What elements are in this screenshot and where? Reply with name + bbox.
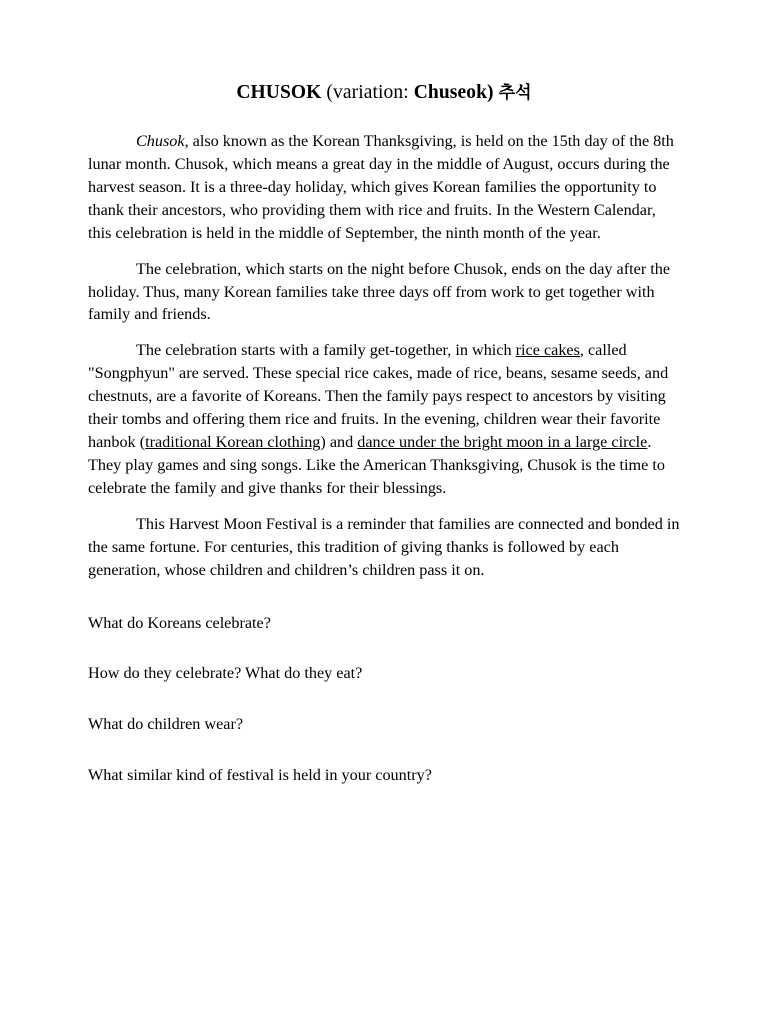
paragraph-3 <box>88 339 680 499</box>
run-text: The celebration starts with a family get-together, in which <box>136 341 516 360</box>
paragraph-1 <box>88 130 680 245</box>
question-block-4 <box>88 764 680 787</box>
title-variation-value: Chuseok) <box>413 82 494 103</box>
questions-section <box>88 612 680 787</box>
run-underline-rice-cakes: rice cakes <box>515 341 580 360</box>
question-block-2 <box>88 662 680 685</box>
question-2: How do they celebrate? What do they eat? <box>88 664 363 683</box>
question-4: What similar kind of festival is held in your country? <box>88 765 432 784</box>
run-italic: Chusok <box>136 132 185 150</box>
question-3: What do children wear? <box>88 714 244 733</box>
title-main: CHUSOK <box>236 82 322 103</box>
run-underline-traditional-clothing: traditional Korean clothing <box>145 433 321 452</box>
question-block-3 <box>88 713 680 736</box>
run-text: This Harvest Moon Festival is a reminder that families are connected and bonded in the same fortune. For centuries, this tradition of giving thanks is followed by each generation, whose children and children’s children pass it on. <box>88 514 680 579</box>
question-block-1 <box>88 612 680 635</box>
question-1: What do Koreans celebrate? <box>88 613 271 632</box>
run-text: ) and <box>320 433 358 452</box>
paragraph-4 <box>88 513 680 582</box>
paragraph-2 <box>88 258 680 327</box>
body-text <box>88 130 680 582</box>
run-text: . They play games and sing songs. Like the American Thanksgiving, Chusok is the time to celebrate the family and give thanks for their blessings. <box>88 433 665 497</box>
page-title <box>88 78 680 104</box>
run-text: , also known as the Korean Thanksgiving, is held on the 15th day of the 8th lunar month. Chusok, which means a great day in the middle of August, occurs during the harvest season. It is a three-day holiday, which gives Korean families the opportunity to thank their ancestors, who providing them with rice and fruits. In the Western Calendar, this celebration is held in the middle of September, the ninth month of the year. <box>88 132 674 242</box>
run-underline-dance-under-moon: dance under the bright moon in a large circle <box>357 433 648 452</box>
title-hangul: 추석 <box>498 83 532 103</box>
run-text: , called "Songphyun" are served. These special rice cakes, made of rice, beans, sesame seeds, and chestnuts, are a favorite of Koreans. Then the family pays respect to ancestors by visiting their tombs and offering them rice and fruits. In the evening, children wear their favorite hanbok ( <box>88 341 669 452</box>
run-text: The celebration, which starts on the night before Chusok, ends on the day after the holiday. Thus, many Korean families take three days off from work to get together with family and friends. <box>88 259 671 324</box>
title-variation-label: (variation: <box>326 82 409 103</box>
